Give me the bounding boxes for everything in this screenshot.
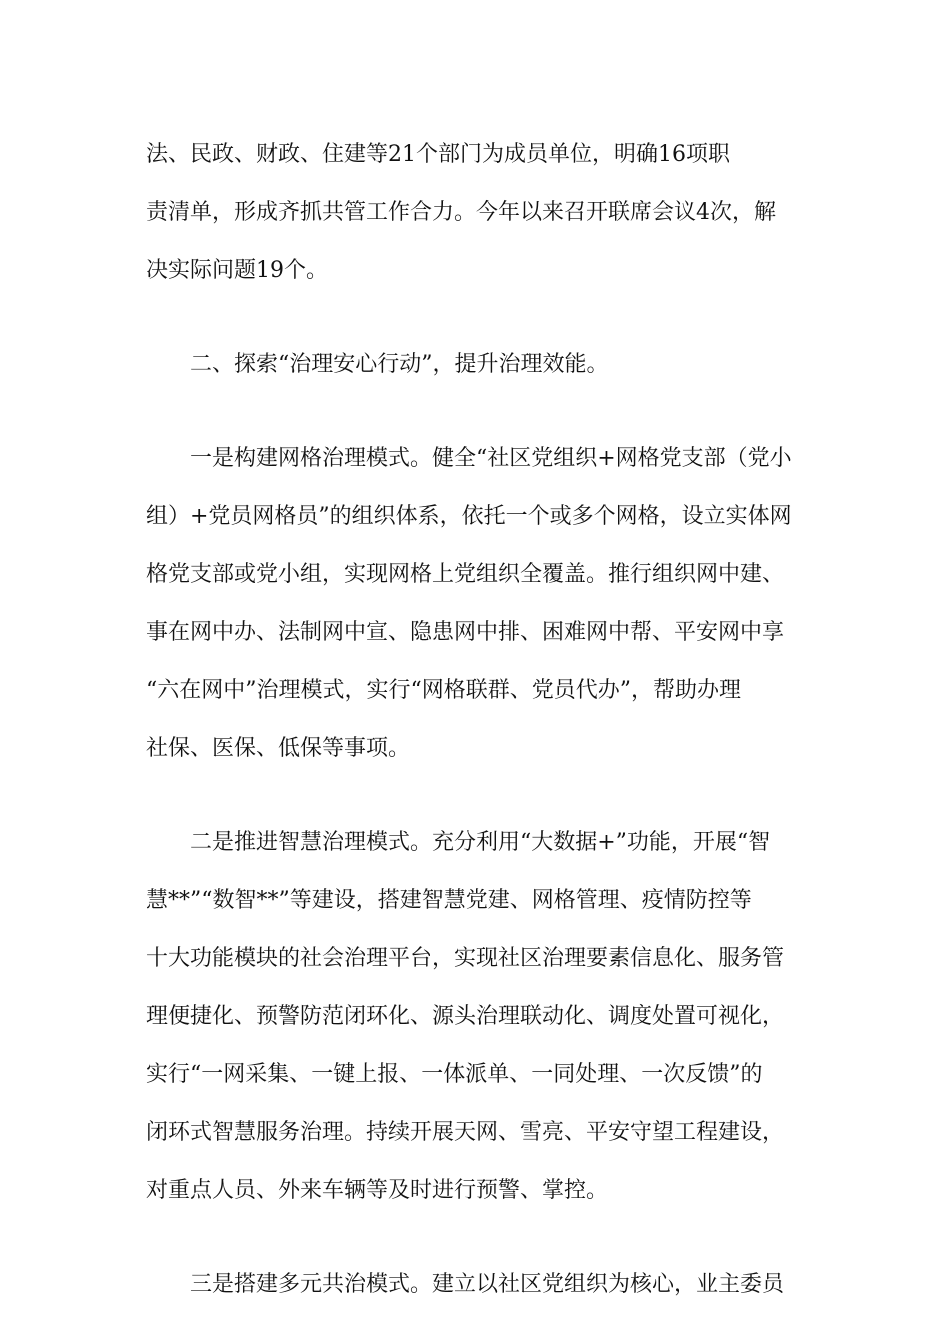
text-line: 组）+党员网格员”的组织体系，依托一个或多个网格，设立实体网: [146, 504, 792, 529]
text-line: 三是搭建多元共治模式。建立以社区党组织为核心，业主委员: [190, 1272, 785, 1297]
text-line: 二、探索“治理安心行动”，提升治理效能。: [190, 352, 609, 377]
text-line: 责清单，形成齐抓共管工作合力。今年以来召开联席会议4次，解: [146, 200, 776, 225]
paragraph-member-units: [146, 126, 806, 300]
text-line: 实行“一网采集、一键上报、一体派单、一同处理、一次反馈”的: [146, 1062, 763, 1087]
text-line: 十大功能模块的社会治理平台，实现社区治理要素信息化、服务管: [146, 946, 785, 971]
text-line: “六在网中”治理模式，实行“网格联群、党员代办”，帮助办理: [146, 678, 741, 703]
document-body: [146, 126, 806, 1314]
section-heading-2: [146, 336, 806, 394]
text-line: 慧**”“数智**”等建设，搭建智慧党建、网格管理、疫情防控等: [146, 888, 752, 913]
text-line: 社保、医保、低保等事项。: [146, 736, 411, 761]
text-line: 格党支部或党小组，实现网格上党组织全覆盖。推行组织网中建、: [146, 562, 785, 587]
text-line: 决实际问题19个。: [146, 258, 328, 283]
text-line: 对重点人员、外来车辆等及时进行预警、掌控。: [146, 1178, 609, 1203]
paragraph-multi-governance: [146, 1256, 806, 1314]
text-line: 事在网中办、法制网中宣、隐患网中排、困难网中帮、平安网中享: [146, 620, 785, 645]
text-line: 闭环式智慧服务治理。持续开展天网、雪亮、平安守望工程建设，: [146, 1120, 785, 1145]
paragraph-grid-governance: [146, 430, 806, 778]
paragraph-smart-governance: [146, 814, 806, 1220]
text-line: 一是构建网格治理模式。健全“社区党组织+网格党支部（党小: [190, 446, 792, 471]
text-line: 理便捷化、预警防范闭环化、源头治理联动化、调度处置可视化，: [146, 1004, 785, 1029]
text-line: 法、民政、财政、住建等21个部门为成员单位，明确16项职: [146, 142, 730, 167]
text-line: 二是推进智慧治理模式。充分利用“大数据+”功能，开展“智: [190, 830, 771, 855]
